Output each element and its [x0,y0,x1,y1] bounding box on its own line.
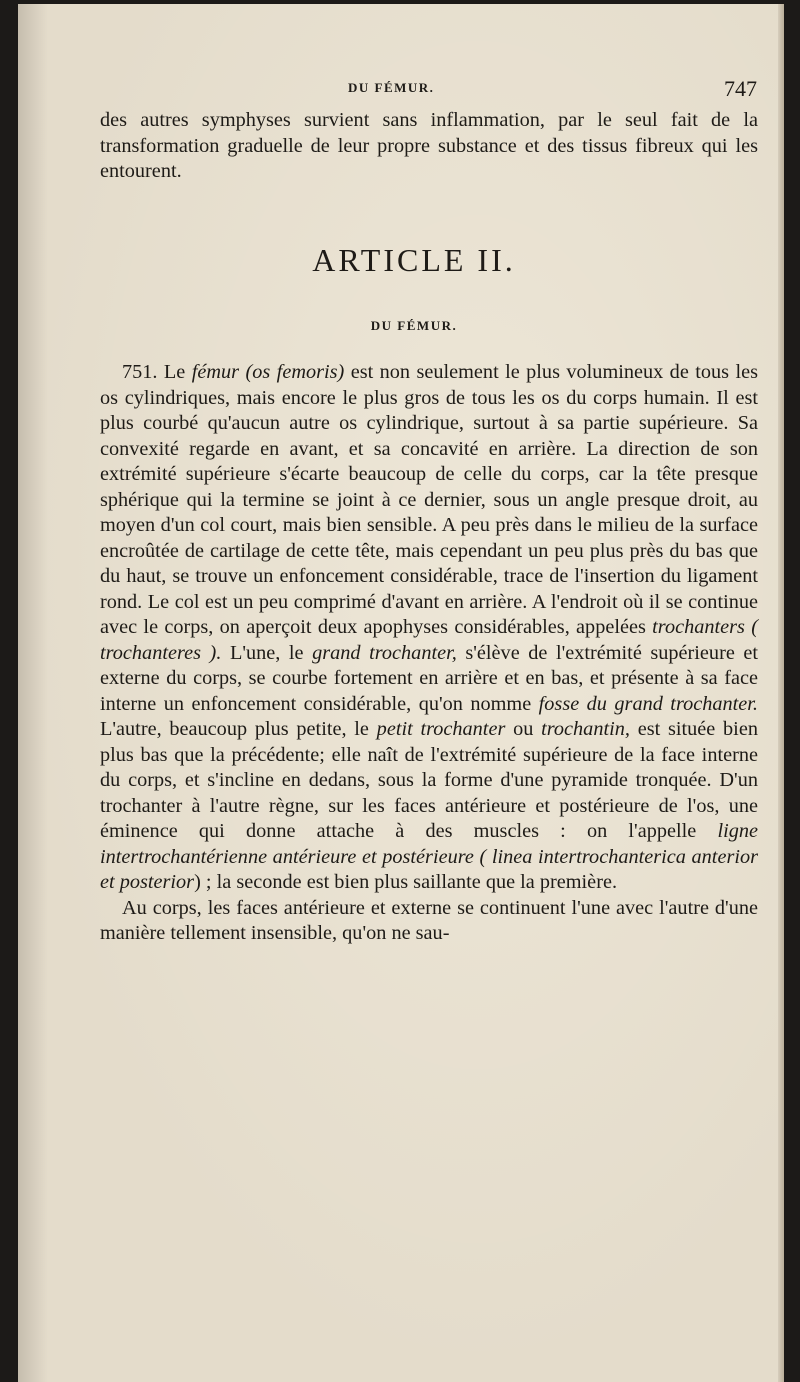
text-run: est non seulement le plus volumineux de tous les os cylindriques, mais encore le plus gros de tous les os du corps humain. Il est plus courbé qu'aucun autre os cylindrique, surtout à sa partie supérieure. Sa convexité regarde en avant, et sa concavité en arrière. La direction de son extrémité supérieure s'écarte beaucoup de celle du corps, car la tête presque sphérique qui la termine se joint à ce dernier, sous un angle presque droit, au moyen d'un col court, mais bien sensible. A peu près dans le milieu de la surface encroûtée de cartilage de cette tête, mais cependant un peu plus près du bas que du haut, se trouve un enfoncement considérable, trace de l'insertion du ligament rond. Le col est un peu comprimé d'avant en arrière. A l'endroit où il se continue avec le corps, on aperçoit deux apophyses considérables, appelées [100,361,758,638]
text-run: L'une, le [229,641,304,664]
article-body [100,360,758,947]
paragraph-number: 751. [122,361,158,383]
article-subtitle: DU FÉMUR. [370,318,458,333]
term-trochantin: trochantin, [541,718,630,740]
term-femur: fémur [191,361,240,383]
page-edge [778,4,784,1382]
text-run: s'élève de l'extrémité supérieure et externe du corps, se courbe fortement en arrière et en bas, et présente à sa face interne un enfoncement considérable, qu'on nomme [100,641,759,715]
text-run: est située bien plus bas que la précédente; elle naît de l'extrémité supérieure de la face interne du corps, et s'incline en dedans, sous la forme d'une pyramide tronquée. D'un trochanter à l'autre règne, sur les faces antérieure et postérieure de l'os, une éminence qui donne attache à des muscles : on l'appelle [100,718,758,842]
term-petit-trochanter: petit trochanter [376,718,506,740]
term-trochanters: trochanters [652,616,745,638]
running-title: DU FÉMUR. [348,80,435,95]
binding-shadow [18,4,48,1382]
text-run: L'autre, beaucoup plus petite, le [100,718,369,740]
paragraph-corps: Au corps, les faces antérieure et externe se continuent l'une avec l'autre d'une manière tellement insensible, qu'on ne sau- [100,896,758,944]
continuation-paragraph [100,108,758,185]
text-run: ou [513,718,534,740]
term-latin: ( linea intertrochanterica anterior et posterior [100,845,759,893]
term-latin: (os femoris) [245,361,345,383]
term-fosse: fosse du grand trochanter. [538,692,759,715]
page-number: 747 [724,76,757,101]
term-latin: ( trochanteres ). [100,616,758,664]
paragraph-751 [100,360,758,896]
term-grand-trochanter: grand trochanter, [312,641,457,664]
running-head [18,74,784,104]
article-title: ARTICLE II. [312,242,516,278]
text-run: Le [163,361,186,383]
term-ligne: ligne intertrochantérienne antérieure et postérieure [100,820,758,868]
book-page [18,4,784,1382]
text-run: ) ; la seconde est bien plus saillante que la première. [194,871,618,893]
continuation-text: des autres symphyses survient sans inflammation, par le seul fait de la transformation graduelle de leur propre substance et des tissus fibreux qui les entourent. [100,109,758,182]
